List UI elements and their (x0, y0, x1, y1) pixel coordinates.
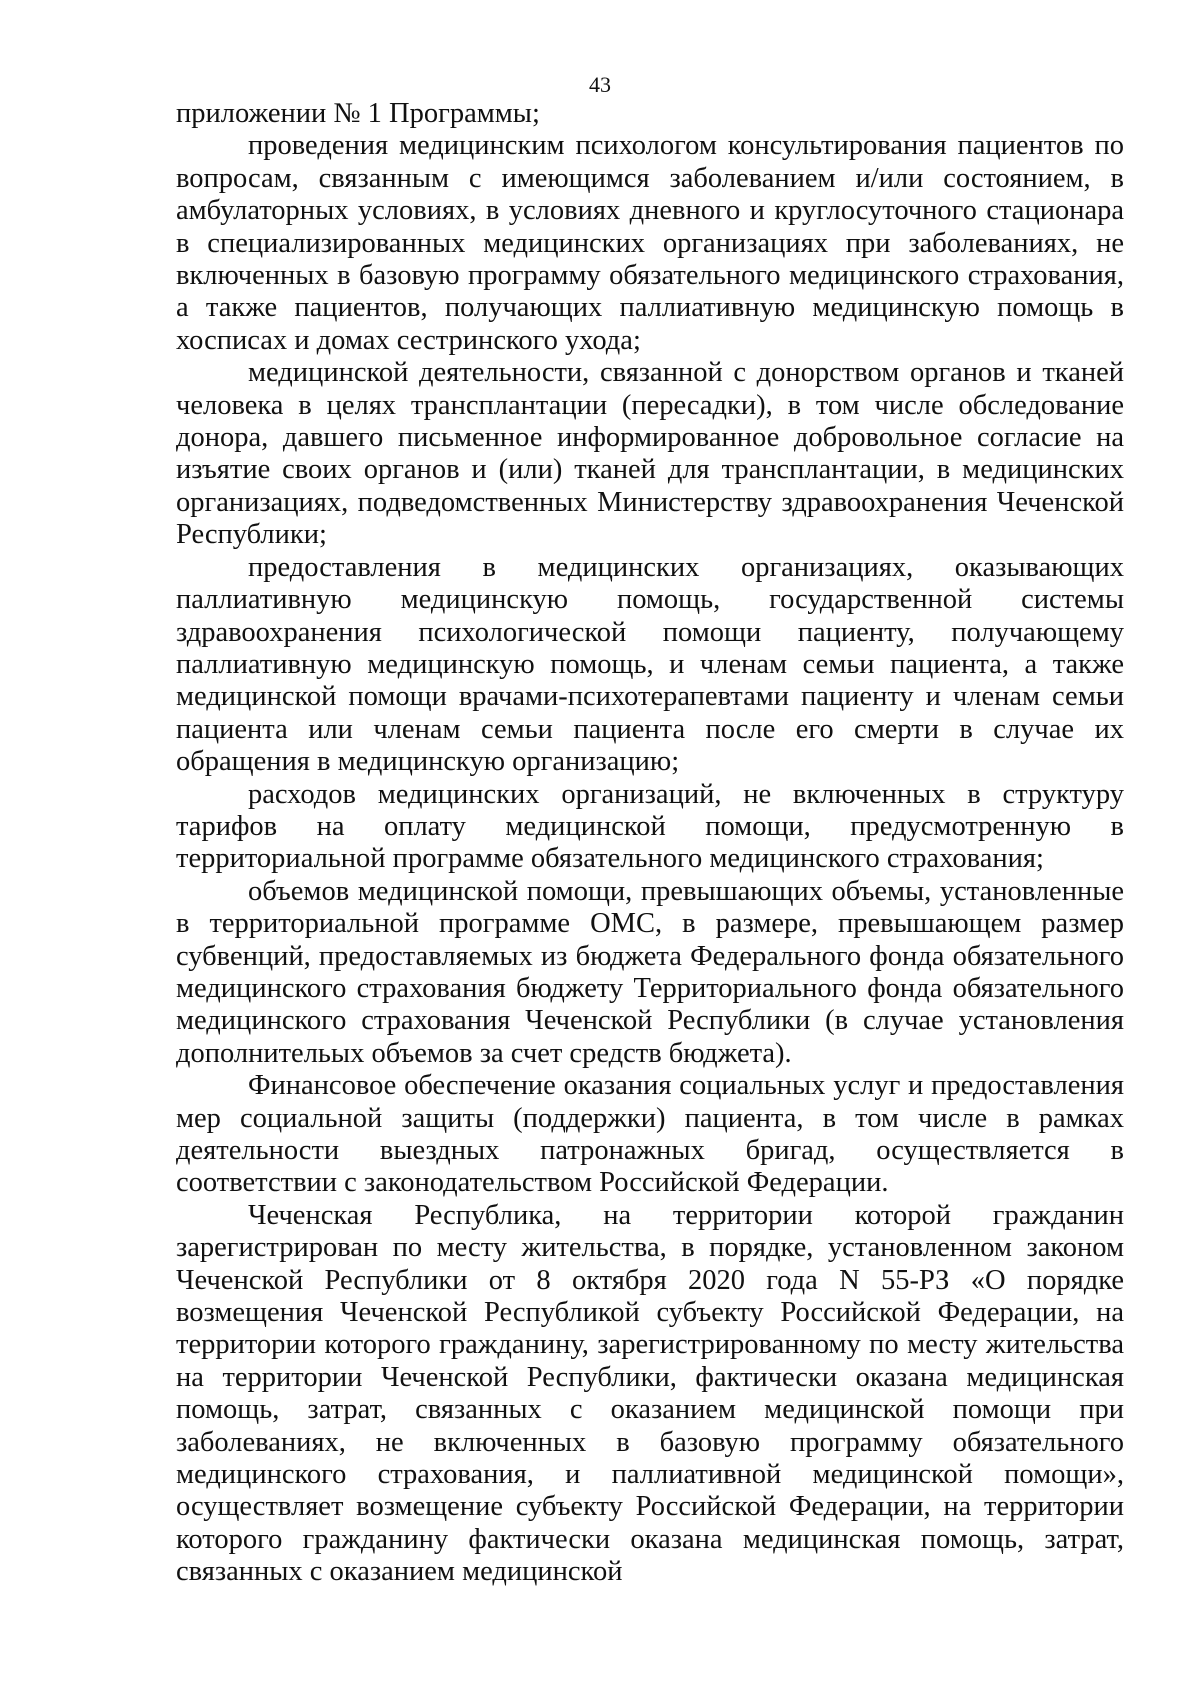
document-body (176, 98, 1124, 1589)
paragraph: Финансовое обеспечение оказания социальных услуг и предоставления мер социальной защиты (поддержки) пациента, в том числе в рамках деятельности выездных патронажных бригад, осуществляется в соответствии с законодательством Российской Федерации. (176, 1070, 1124, 1199)
page-number: 43 (589, 72, 611, 97)
paragraph: расходов медицинских организаций, не включенных в структуру тарифов на оплату медицинской помощи, предусмотренную в территориальной программе обязательного медицинского страхования; (176, 778, 1124, 875)
paragraph: медицинской деятельности, связанной с донорством органов и тканей человека в целях трансплантации (пересадки), в том числе обследование донора, давшего письменное информированное добровольное согласие на изъятие своих органов и (или) тканей для трансплантации, в медицинских организациях, подведомственных Министерству здравоохранения Чеченской Республики; (176, 357, 1124, 551)
paragraph: предоставления в медицинских организациях, оказывающих паллиативную медицинскую помощь, государственной системы здравоохранения психологической помощи пациенту, получающему паллиативную медицинскую помощь, и членам семьи пациента, а также медицинской помощи врачами-психотерапевтами пациенту и членам семьи пациента или членам семьи пациента после его смерти в случае их обращения в медицинскую организацию; (176, 551, 1124, 778)
paragraph: объемов медицинской помощи, превышающих объемы, установленные в территориальной программе ОМС, в размере, превышающем размер субвенций, предоставляемых из бюджета Федерального фонда обязательного медицинского страхования бюджету Территориального фонда обязательного медицинского страхования Чеченской Республики (в случае установления дополнительых объемов за счет средств бюджета). (176, 875, 1124, 1069)
paragraph: проведения медицинским психологом консультирования пациентов по вопросам, связанным с имеющимся заболеванием и/или состоянием, в амбулаторных условиях, в условиях дневного и круглосуточного стационара в специализированных медицинских организациях при заболеваниях, не включенных в базовую программу обязательного медицинского страхования, а также пациентов, получающих паллиативную медицинскую помощь в хосписах и домах сестринского ухода; (176, 130, 1124, 356)
paragraph: приложении № 1 Программы; (176, 98, 540, 129)
paragraph: Чеченская Республика, на территории которой гражданин зарегистрирован по месту жительства, в порядке, установленном законом Чеченской Республики от 8 октября 2020 года N 55-РЗ «О порядке возмещения Чеченской Республикой субъекту Российской Федерации, на территории которого гражданину, зарегистрированному по месту жительства на территории Чеченской Республики, фактически оказана медицинская помощь, затрат, связанных с оказанием медицинской помощи при заболеваниях, не включенных в базовую программу обязательного медицинского страхования, и паллиативной медицинской помощи», осуществляет возмещение субъекту Российской Федерации, на территории которого гражданину фактически оказана медицинская помощь, затрат, связанных с оказанием медицинской (176, 1199, 1124, 1588)
